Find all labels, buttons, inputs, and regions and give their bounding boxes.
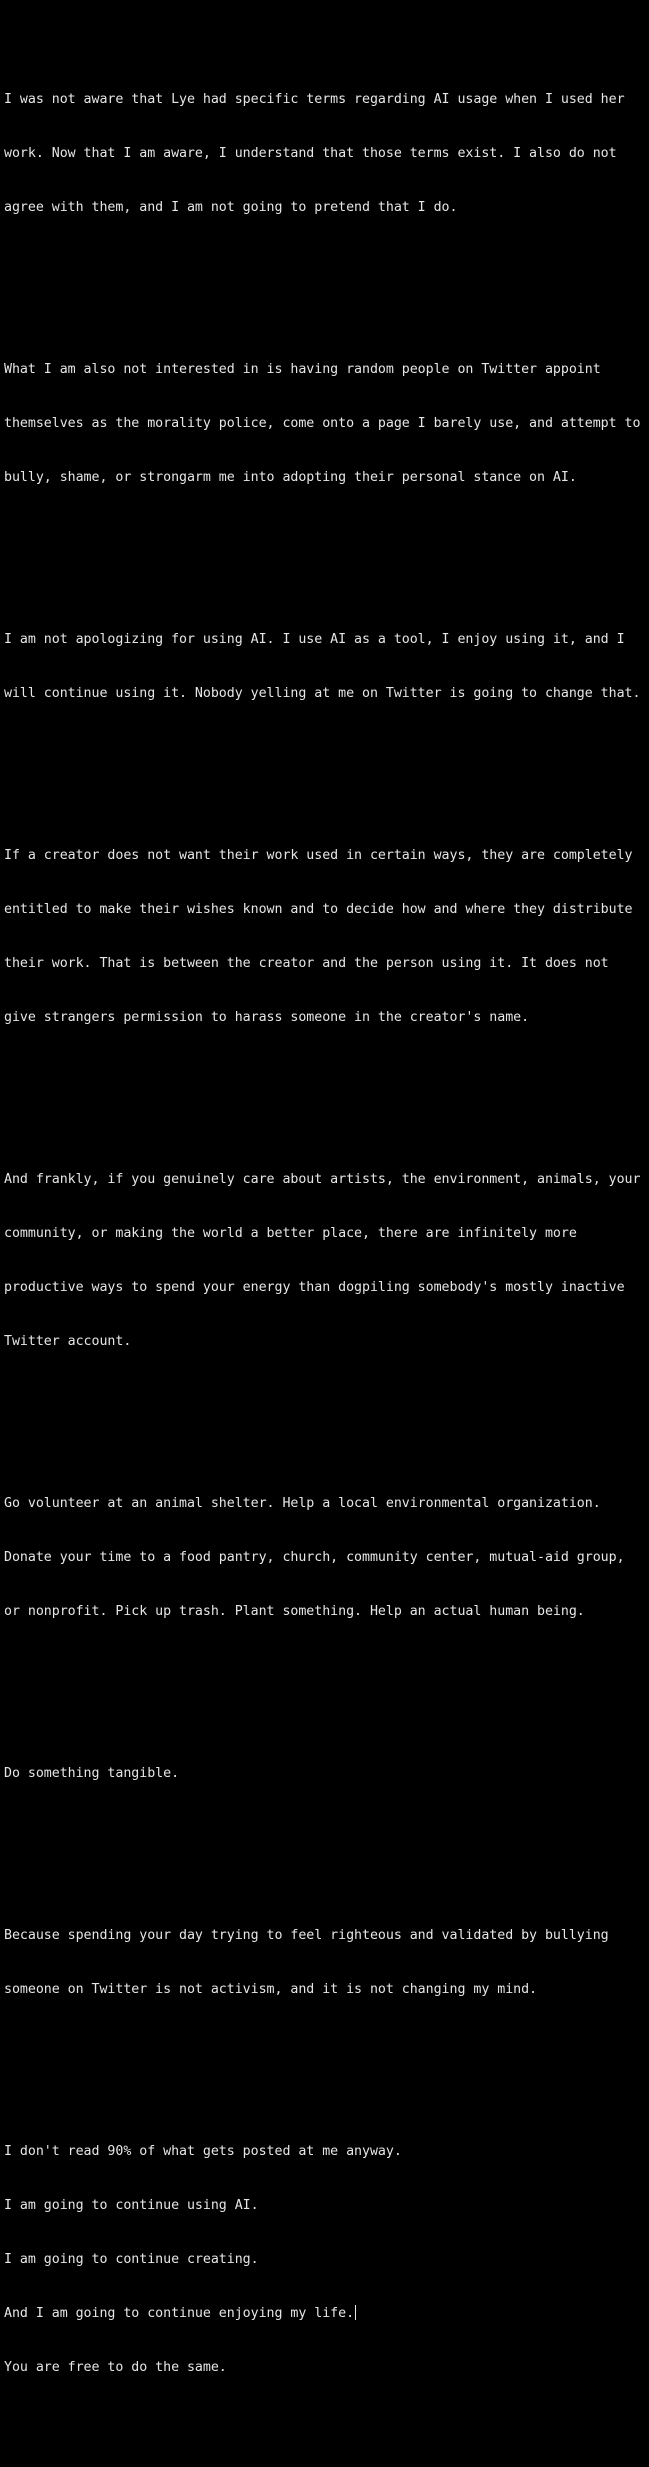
text-line: or nonprofit. Pick up trash. Plant something. Help an actual human being. bbox=[4, 1604, 585, 1619]
text-line: bully, shame, or strongarm me into adopting their personal stance on AI. bbox=[4, 470, 577, 485]
text-line: I am going to continue creating. bbox=[4, 2252, 259, 2267]
text-line: will continue using it. Nobody yelling at me on Twitter is going to change that. bbox=[4, 686, 641, 701]
text-line: themselves as the morality police, come onto a page I barely use, and attempt to bbox=[4, 416, 641, 431]
text-line: Because spending your day trying to feel righteous and validated by bullying bbox=[4, 1928, 609, 1943]
paragraph-9 bbox=[4, 2107, 649, 2413]
text-line: give strangers permission to harass someone in the creator's name. bbox=[4, 1010, 530, 1025]
text-line: work. Now that I am aware, I understand that those terms exist. I also do not bbox=[4, 146, 617, 161]
text-line: agree with them, and I am not going to pretend that I do. bbox=[4, 200, 458, 215]
text-line: I am not apologizing for using AI. I use AI as a tool, I enjoy using it, and I bbox=[4, 632, 625, 647]
text-line: You are free to do the same. bbox=[4, 2360, 227, 2375]
text-line: community, or making the world a better place, there are infinitely more bbox=[4, 1226, 577, 1241]
paragraph-5 bbox=[4, 1135, 649, 1387]
paragraph-6 bbox=[4, 1459, 649, 1657]
text-content[interactable] bbox=[4, 1, 649, 2467]
text-line: someone on Twitter is not activism, and it is not changing my mind. bbox=[4, 1982, 538, 1997]
paragraph-4 bbox=[4, 811, 649, 1063]
text-line: And I am going to continue enjoying my life. bbox=[4, 2306, 355, 2321]
paragraph-8 bbox=[4, 1891, 649, 2035]
paragraph-3 bbox=[4, 595, 649, 739]
text-line: their work. That is between the creator and the person using it. It does not bbox=[4, 956, 609, 971]
paragraph-7 bbox=[4, 1729, 649, 1819]
text-line: I was not aware that Lye had specific terms regarding AI usage when I used her bbox=[4, 92, 625, 107]
paragraph-1 bbox=[4, 55, 649, 253]
text-line: If a creator does not want their work used in certain ways, they are completely bbox=[4, 848, 633, 863]
text-line: productive ways to spend your energy than dogpiling somebody's mostly inactive bbox=[4, 1280, 625, 1295]
text-line: Twitter account. bbox=[4, 1334, 132, 1349]
text-line: entitled to make their wishes known and to decide how and where they distribute bbox=[4, 902, 633, 917]
text-line: Donate your time to a food pantry, church, community center, mutual-aid group, bbox=[4, 1550, 625, 1565]
text-line: I don't read 90% of what gets posted at me anyway. bbox=[4, 2144, 402, 2159]
text-line-with-caret bbox=[4, 2305, 649, 2323]
text-caret bbox=[355, 2305, 356, 2320]
text-line: Go volunteer at an animal shelter. Help a local environmental organization. bbox=[4, 1496, 601, 1511]
text-line: Do something tangible. bbox=[4, 1766, 180, 1781]
text-line: What I am also not interested in is having random people on Twitter appoint bbox=[4, 362, 601, 377]
paragraph-2 bbox=[4, 325, 649, 523]
text-line: I am going to continue using AI. bbox=[4, 2198, 259, 2213]
text-line: And frankly, if you genuinely care about artists, the environment, animals, your bbox=[4, 1172, 641, 1187]
